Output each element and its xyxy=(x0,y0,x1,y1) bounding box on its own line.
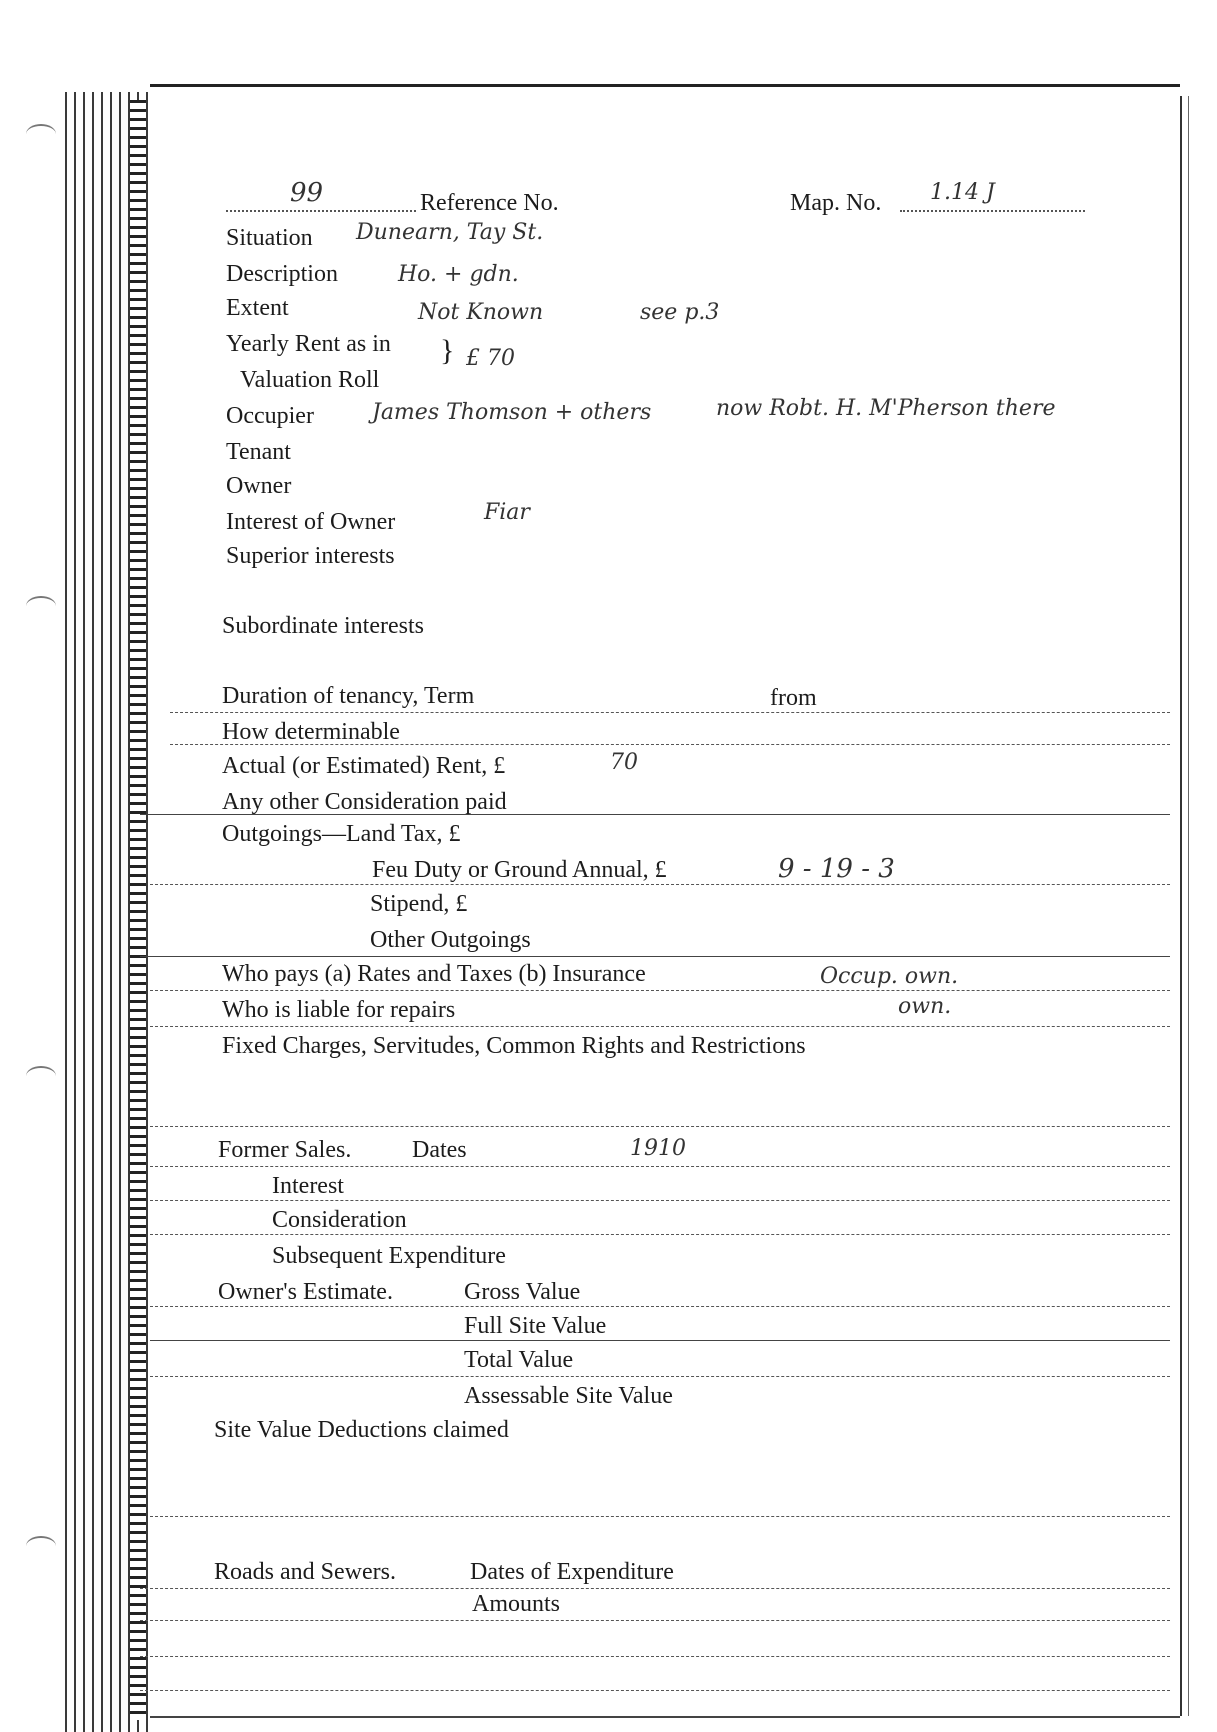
situation-value: Dunearn, Tay St. xyxy=(356,220,544,245)
form-rule xyxy=(140,1588,1170,1589)
punch-hole xyxy=(26,1536,56,1556)
form-rule xyxy=(150,1376,1170,1377)
map-number-value: 1.14 J xyxy=(930,180,995,205)
amounts-label: Amounts xyxy=(472,1591,561,1617)
reference-number-value: 99 xyxy=(290,178,324,208)
former-sales-label: Former Sales. xyxy=(218,1137,352,1163)
yearly-rent-value: £ 70 xyxy=(466,346,515,371)
valuation-roll-label: Valuation Roll xyxy=(240,367,380,393)
fixed-charges-label: Fixed Charges, Servitudes, Common Rights and Restrictions xyxy=(222,1033,806,1059)
form-rule xyxy=(140,1690,1170,1691)
binding-stitching xyxy=(130,100,146,1720)
description-label: Description xyxy=(226,261,338,287)
actual-rent-value: 70 xyxy=(610,750,638,775)
form-rule xyxy=(150,1126,1170,1127)
repairs-label: Who is liable for repairs xyxy=(222,997,456,1023)
other-consideration-label: Any other Consideration paid xyxy=(222,789,507,815)
full-site-value-label: Full Site Value xyxy=(464,1313,607,1339)
former-sales-dates-label: Dates xyxy=(412,1137,467,1163)
actual-rent-label: Actual (or Estimated) Rent, £ xyxy=(222,753,506,779)
map-label: Map. No. xyxy=(790,190,882,216)
total-value-label: Total Value xyxy=(464,1347,574,1373)
repairs-value: own. xyxy=(898,994,952,1019)
map-dotted-line xyxy=(900,210,1085,212)
who-pays-label: Who pays (a) Rates and Taxes (b) Insurance xyxy=(222,961,646,987)
feu-duty-label: Feu Duty or Ground Annual, £ xyxy=(372,857,667,883)
former-sales-dates-value: 1910 xyxy=(630,1136,686,1161)
form-rule xyxy=(170,744,1170,745)
roads-sewers-label: Roads and Sewers. xyxy=(214,1559,396,1585)
form-rule xyxy=(150,1340,1170,1341)
subordinate-interests-label: Subordinate interests xyxy=(222,613,424,639)
occupier-value: James Thomson + others xyxy=(372,400,652,425)
form-rule xyxy=(170,712,1170,713)
punch-hole xyxy=(26,596,56,616)
interest-label: Interest xyxy=(272,1173,344,1199)
other-outgoings-label: Other Outgoings xyxy=(370,927,531,953)
yearly-rent-label: Yearly Rent as in xyxy=(226,331,391,357)
interest-owner-value: Fiar xyxy=(484,500,530,525)
form-rule xyxy=(150,884,1170,885)
assessable-site-value-label: Assessable Site Value xyxy=(464,1383,673,1409)
extent-value: Not Known xyxy=(418,300,544,325)
subsequent-expenditure-label: Subsequent Expenditure xyxy=(272,1243,506,1269)
brace-symbol: } xyxy=(440,334,455,367)
occupier-note: now Robt. H. M'Pherson there xyxy=(716,396,1056,421)
form-rule xyxy=(150,1306,1170,1307)
outgoings-label: Outgoings—Land Tax, £ xyxy=(222,821,461,847)
reference-dotted-line xyxy=(226,210,416,212)
who-pays-value: Occup. own. xyxy=(820,964,959,989)
stipend-label: Stipend, £ xyxy=(370,891,468,917)
roads-dates-label: Dates of Expenditure xyxy=(470,1559,674,1585)
duration-label: Duration of tenancy, Term xyxy=(222,683,475,709)
situation-label: Situation xyxy=(226,225,313,251)
interest-owner-label: Interest of Owner xyxy=(226,509,396,535)
from-label: from xyxy=(770,685,817,711)
bottom-rule xyxy=(150,1716,1180,1718)
consideration-label: Consideration xyxy=(272,1207,407,1233)
occupier-label: Occupier xyxy=(226,403,314,429)
form-rule xyxy=(140,1620,1170,1621)
deductions-label: Site Value Deductions claimed xyxy=(214,1417,509,1443)
gross-value-label: Gross Value xyxy=(464,1279,581,1305)
form-rule xyxy=(150,1026,1170,1027)
form-rule xyxy=(140,1656,1170,1657)
form-rule xyxy=(140,814,1170,815)
tenant-label: Tenant xyxy=(226,439,291,465)
page-edge xyxy=(1188,96,1189,1716)
form-rule xyxy=(140,956,1170,957)
form-rule xyxy=(150,1200,1170,1201)
determinable-label: How determinable xyxy=(222,719,400,745)
owner-label: Owner xyxy=(226,473,292,499)
punch-hole xyxy=(26,1066,56,1086)
owners-estimate-label: Owner's Estimate. xyxy=(218,1279,393,1305)
reference-label: Reference No. xyxy=(420,190,559,216)
form-rule xyxy=(150,990,1170,991)
form-rule xyxy=(150,1516,1170,1517)
form-rule xyxy=(150,1234,1170,1235)
feu-duty-value: 9 - 19 - 3 xyxy=(778,854,895,884)
punch-hole xyxy=(26,124,56,144)
page-edge xyxy=(1180,96,1182,1716)
form-rule xyxy=(150,1166,1170,1167)
superior-interests-label: Superior interests xyxy=(226,543,395,569)
description-value: Ho. + gdn. xyxy=(398,262,519,287)
extent-label: Extent xyxy=(226,295,289,321)
extent-note: see p.3 xyxy=(640,300,720,325)
